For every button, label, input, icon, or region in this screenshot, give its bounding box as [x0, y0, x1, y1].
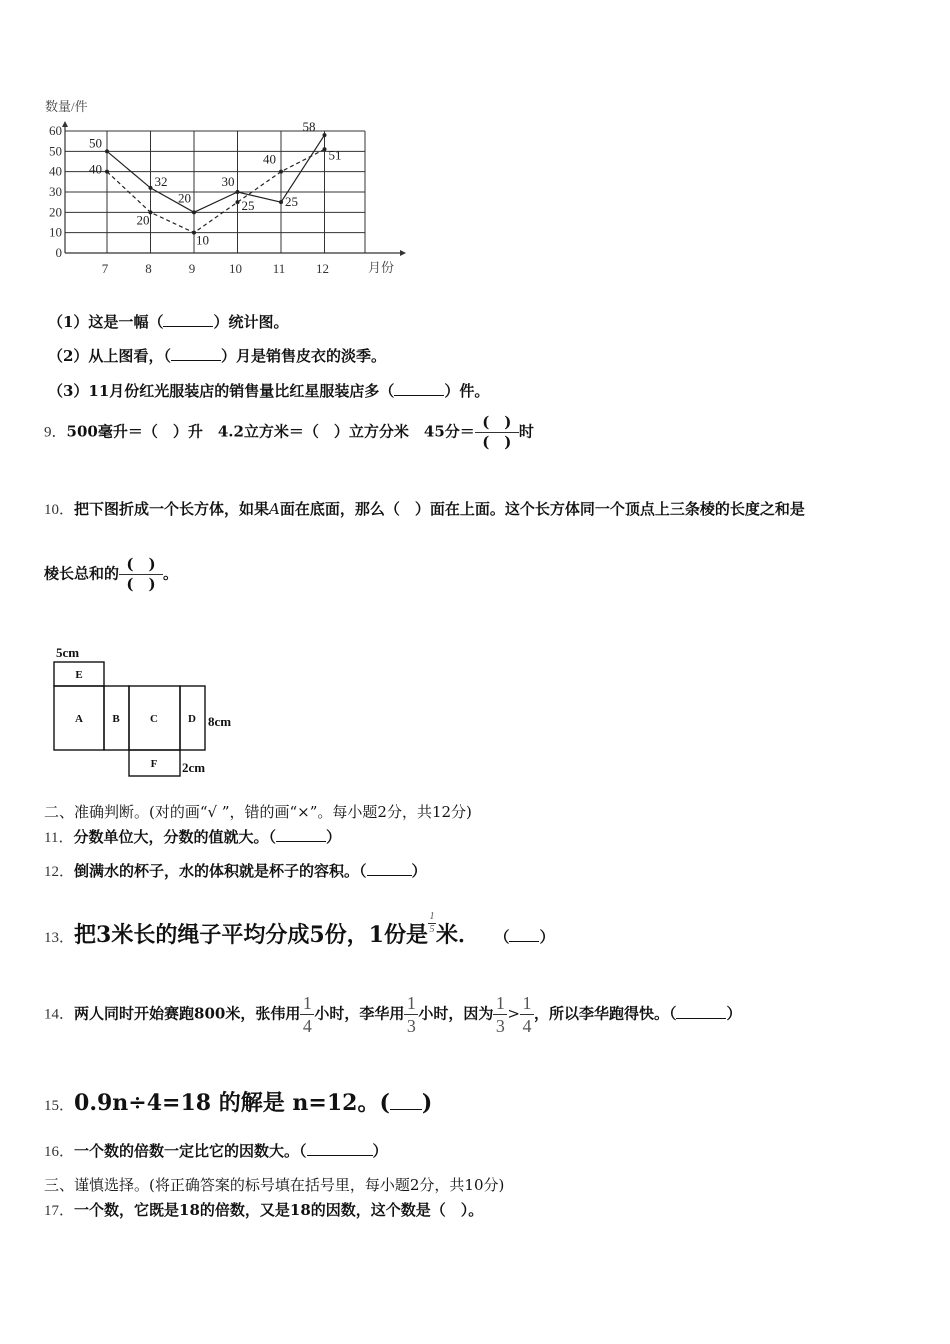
cuboid-net-diagram: [48, 640, 258, 782]
q10-end: 。: [163, 564, 179, 583]
question-12: [44, 860, 427, 881]
question-10: [44, 498, 805, 519]
frac-denominator: 5: [429, 924, 435, 935]
q10-text1: 把下图折成一个长方体，如果: [74, 500, 270, 518]
q8-sub1: [48, 311, 288, 332]
question-number: 17．: [44, 1203, 75, 1219]
q13-text: 把3米长的绳子平均分成5份，1份是: [74, 922, 428, 948]
answer-blank[interactable]: [676, 1004, 726, 1019]
data-label: 40: [89, 161, 102, 177]
answer-blank[interactable]: [390, 1091, 422, 1110]
q13-open: （: [501, 928, 510, 946]
q8-sub2-end: ）月是销售皮衣的淡季。: [220, 347, 386, 365]
frac-denominator: 4: [302, 1016, 312, 1036]
q14-text1: 两人同时开始赛跑800米，张伟用: [74, 1004, 301, 1023]
q8-sub2: [48, 345, 386, 366]
q14-end: ）: [726, 1004, 742, 1023]
frac-numerator: ( ): [482, 413, 512, 431]
question-17: [44, 1199, 483, 1220]
section-2-title: 二、准确判断。(对的画“√ ”，错的画“×”。每小题2分，共12分): [44, 803, 472, 821]
q8-sub3: [48, 380, 489, 401]
q14-text2: 小时，李华用: [314, 1004, 405, 1023]
data-label: 32: [154, 173, 168, 189]
y-tick-label: 50: [49, 143, 62, 159]
dim-5cm: 5cm: [56, 645, 80, 660]
q12-text: 倒满水的杯子，水的体积就是杯子的容积。（: [74, 862, 367, 880]
q14-fraction-4: [520, 994, 534, 1035]
question-11: [44, 826, 341, 847]
data-point: [323, 147, 327, 151]
q8-sub1-text: （1）这是一幅（: [48, 313, 164, 331]
answer-blank[interactable]: [307, 1141, 373, 1156]
line-chart: [40, 95, 420, 285]
q14-fraction-2: [404, 994, 418, 1035]
data-point: [192, 210, 196, 214]
data-point: [105, 149, 109, 153]
answer-blank[interactable]: [276, 827, 326, 842]
answer-blank[interactable]: [171, 346, 221, 361]
frac-bar: [404, 1014, 418, 1015]
frac-bar: [493, 1014, 507, 1015]
question-13: [44, 911, 555, 949]
frac-denominator: ( ): [126, 575, 156, 593]
chart-xlabel: 月份: [368, 260, 395, 275]
question-number: 10．: [44, 502, 75, 518]
q12-end: ）: [411, 862, 427, 880]
y-tick-label: 40: [49, 163, 62, 179]
data-point: [279, 170, 283, 174]
greater-than-sign: >: [507, 1004, 520, 1023]
face-label-d: D: [188, 713, 196, 725]
dim-8cm: 8cm: [208, 714, 232, 729]
frac-numerator: 1: [522, 993, 532, 1013]
frac-numerator: 1: [406, 993, 416, 1013]
section-3-title: 三、谨慎选择。(将正确答案的标号填在括号里，每小题2分，共10分): [44, 1176, 505, 1194]
data-point: [105, 170, 109, 174]
data-point: [323, 133, 327, 137]
y-tick-label: 60: [49, 123, 62, 138]
x-axis-arrow: [400, 250, 406, 256]
data-label: 20: [178, 190, 191, 206]
data-label: 50: [89, 135, 102, 151]
x-tick-label: 7: [101, 261, 109, 276]
x-tick-label: 10: [229, 261, 242, 276]
frac-denominator: 4: [522, 1016, 532, 1036]
frac-denominator: 3: [406, 1016, 416, 1036]
q14-fraction-3: [493, 994, 507, 1035]
q9-fraction[interactable]: [475, 415, 519, 450]
q14-text4: ，所以李华跑得快。（: [533, 1004, 677, 1023]
y-tick-label: 20: [49, 204, 62, 220]
q8-sub2-text: （2）从上图看，（: [48, 347, 171, 365]
q13-fraction: [428, 912, 436, 935]
question-number: 11．: [44, 830, 74, 846]
question-16: [44, 1140, 388, 1161]
data-label: 10: [196, 232, 209, 248]
frac-bar: [520, 1014, 534, 1015]
x-tick-label: 12: [316, 261, 329, 276]
q10-text3: 棱长总和的: [44, 564, 120, 583]
face-label-a: A: [75, 713, 83, 725]
data-label: 58: [302, 119, 316, 135]
q15-text: 0.9n÷4=18 的解是 n=12。(: [74, 1090, 390, 1116]
frac-bar: [300, 1014, 314, 1015]
question-10-line2: [44, 557, 178, 592]
q13-end: ）: [539, 928, 555, 946]
data-label: 25: [285, 194, 298, 210]
q10-fraction[interactable]: [119, 557, 163, 592]
data-label: 51: [328, 147, 342, 163]
frac-numerator: 1: [302, 993, 312, 1013]
question-9: [44, 415, 534, 450]
q8-sub3-end: ）件。: [444, 382, 490, 400]
question-number: 12．: [44, 864, 75, 880]
q9-text: 500毫升＝（ ）升 4.2立方米＝（ ）立方分米 45分＝: [66, 422, 475, 441]
frac-numerator: 1: [495, 993, 505, 1013]
q8-sub1-end: ）统计图。: [213, 313, 289, 331]
question-15: [44, 1086, 432, 1117]
y-tick-label: 0: [55, 245, 62, 260]
data-label: 30: [221, 174, 235, 189]
data-point: [236, 200, 240, 204]
q17-text: 一个数，它既是18的倍数，又是18的因数，这个数是（ ）。: [74, 1201, 484, 1219]
q16-text: 一个数的倍数一定比它的因数大。（: [74, 1142, 307, 1160]
data-label: 40: [263, 151, 276, 167]
answer-blank[interactable]: [394, 381, 444, 396]
y-tick-label: 10: [49, 224, 62, 240]
answer-blank[interactable]: [367, 861, 412, 876]
data-point: [279, 200, 283, 204]
question-number: 9．: [44, 424, 67, 441]
q9-end: 时: [518, 422, 534, 441]
question-14: [44, 994, 741, 1035]
data-point: [236, 190, 240, 194]
q13-text2: 米．: [435, 922, 480, 948]
frac-numerator: 1: [429, 911, 435, 922]
q10-a-label: A: [269, 500, 280, 518]
y-tick-label: 30: [49, 184, 62, 199]
data-point: [149, 186, 153, 190]
q16-end: ）: [372, 1142, 388, 1160]
x-tick-label: 11: [272, 261, 286, 276]
dim-2cm: 2cm: [182, 760, 206, 775]
q14-text3: 小时，因为: [418, 1004, 494, 1023]
question-number: 14．: [44, 1006, 75, 1023]
chart-ylabel: 数量/件: [45, 99, 88, 114]
x-tick-label: 8: [145, 261, 152, 276]
answer-blank[interactable]: [163, 312, 213, 327]
question-number: 16．: [44, 1144, 75, 1160]
frac-denominator: 3: [495, 1016, 505, 1036]
face-label-e: E: [75, 669, 83, 681]
q8-sub3-text: （3）11月份红光服装店的销售量比红星服装店多（: [48, 382, 395, 400]
frac-denominator: ( ): [482, 433, 512, 451]
face-label-b: B: [112, 713, 120, 725]
face-label-c: C: [150, 713, 158, 725]
face-label-f: F: [150, 758, 158, 770]
data-label: 25: [241, 198, 255, 214]
q10-text2: 面在底面，那么（ ）面在上面。这个长方体同一个顶点上三条棱的长度之和是: [279, 500, 805, 518]
x-tick-label: 9: [188, 261, 196, 276]
question-number: 15．: [44, 1098, 75, 1114]
q11-text: 分数单位大，分数的值就大。（: [73, 828, 276, 846]
y-axis-arrow: [62, 121, 68, 127]
frac-numerator: ( ): [126, 555, 156, 573]
q14-fraction-1: [300, 994, 314, 1035]
q11-end: ）: [325, 828, 341, 846]
answer-blank[interactable]: [509, 927, 539, 942]
data-label: 20: [136, 212, 150, 228]
question-number: 13．: [44, 930, 75, 946]
q15-end: ): [421, 1090, 433, 1116]
